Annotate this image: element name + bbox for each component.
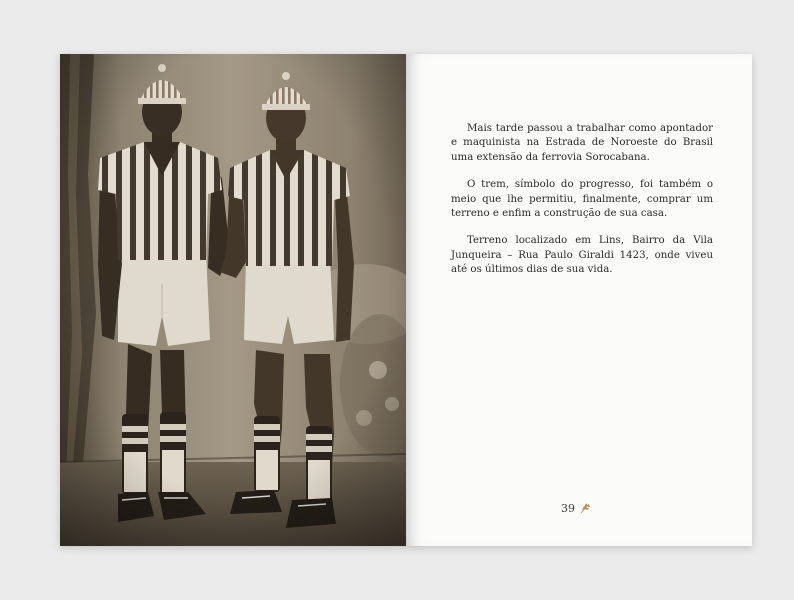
book-spread <box>60 54 752 546</box>
paragraph-2: O trem, símbolo do progresso, foi também o meio que lhe permitiu, finalmente, comprar um terreno e enfim a construção de sua casa. <box>451 179 713 220</box>
paragraph-3: Terreno localizado em Lins, Bairro da Vila Junqueira – Rua Paulo Giraldi 1423, onde viveu até os últimos dias de sua vida. <box>451 235 713 276</box>
leaf-sprig-icon <box>579 499 591 518</box>
body-text <box>451 122 713 291</box>
page-number: 39 <box>561 502 575 515</box>
vintage-photograph <box>60 54 406 546</box>
paragraph-1: Mais tarde passou a trabalhar como apontador e maquinista na Estrada de Noroeste do Brasil uma extensão da ferrovia Sorocabana. <box>451 123 713 163</box>
left-page <box>60 54 406 546</box>
page-folio <box>561 499 591 518</box>
right-page <box>406 54 752 546</box>
